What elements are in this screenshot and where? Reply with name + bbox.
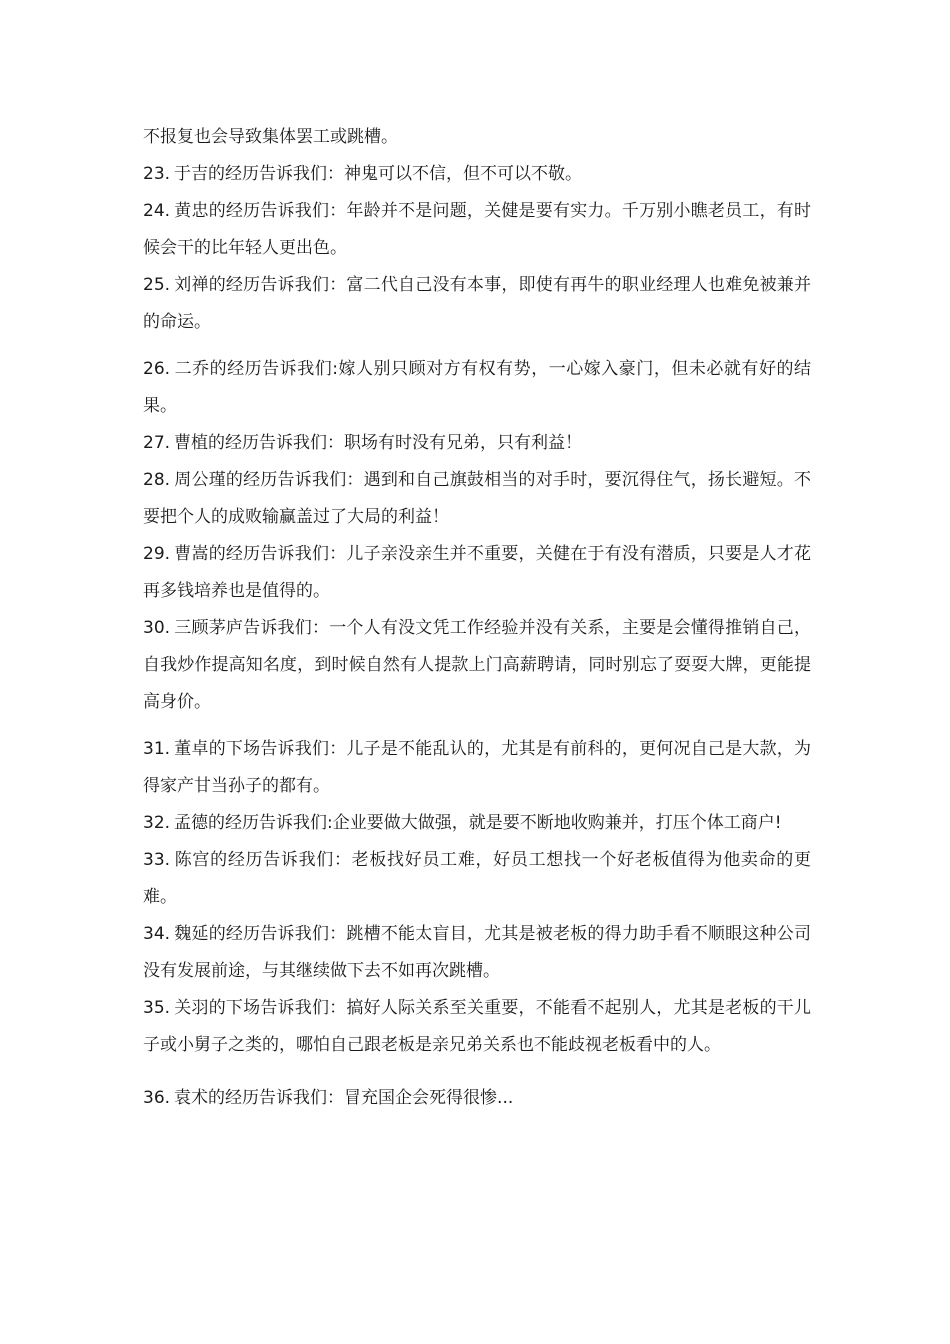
document-body <box>143 119 811 1117</box>
paragraph-number: 24. <box>143 201 171 221</box>
paragraph-number: 33. <box>143 850 171 870</box>
paragraph-text: 董卓的下场告诉我们：儿子是不能乱认的，尤其是有前科的，更何况自己是大款，为得家产甘当孙子的都有。 <box>143 739 811 796</box>
paragraph-text: 不报复也会导致集体罢工或跳槽。 <box>143 127 398 147</box>
paragraph-number: 23. <box>143 164 171 184</box>
paragraph-text: 刘禅的经历告诉我们：富二代自己没有本事，即使有再牛的职业经理人也难免被兼并的命运。 <box>143 275 811 332</box>
paragraph-23 <box>143 156 811 193</box>
paragraph-number: 25. <box>143 275 171 295</box>
paragraph-33 <box>143 842 811 916</box>
paragraph-text: 曹植的经历告诉我们：职场有时没有兄弟，只有利益！ <box>174 433 583 453</box>
paragraph-text: 陈宫的经历告诉我们：老板找好员工难，好员工想找一个好老板值得为他卖命的更难。 <box>143 850 811 907</box>
paragraph-number: 28. <box>143 470 171 490</box>
paragraph-27 <box>143 425 811 462</box>
paragraph-number: 26. <box>143 359 171 379</box>
paragraph-24 <box>143 193 811 267</box>
paragraph-26 <box>143 351 811 425</box>
paragraph-number: 32. <box>143 813 171 833</box>
paragraph-28 <box>143 462 811 536</box>
paragraph-25 <box>143 267 811 341</box>
paragraph-text: 二乔的经历告诉我们:嫁人别只顾对方有权有势，一心嫁入豪门，但未必就有好的结果。 <box>143 359 811 416</box>
paragraph-31 <box>143 731 811 805</box>
paragraph-number: 27. <box>143 433 171 453</box>
paragraph-35 <box>143 990 811 1064</box>
paragraph-text: 周公瑾的经历告诉我们：遇到和自己旗鼓相当的对手时，要沉得住气，扬长避短。不要把个人的成败输赢盖过了大局的利益！ <box>143 470 811 527</box>
paragraph-number: 35. <box>143 998 171 1018</box>
paragraph-text: 于吉的经历告诉我们：神鬼可以不信，但不可以不敬。 <box>174 164 583 184</box>
paragraph-text: 三顾茅庐告诉我们：一个人有没文凭工作经验并没有关系，主要是会懂得推销自己，自我炒作提高知名度，到时候自然有人提款上门高薪聘请，同时别忘了耍耍大牌，更能提高身价。 <box>143 618 811 712</box>
paragraph-36 <box>143 1080 811 1117</box>
paragraph-34 <box>143 916 811 990</box>
paragraph-number: 36. <box>143 1088 171 1108</box>
paragraph-number: 30. <box>143 618 171 638</box>
paragraph-number: 29. <box>143 544 171 564</box>
paragraph-text: 黄忠的经历告诉我们：年龄并不是问题，关健是要有实力。千万别小瞧老员工，有时候会干的比年轻人更出色。 <box>143 201 811 258</box>
paragraph-text: 魏延的经历告诉我们：跳槽不能太盲目，尤其是被老板的得力助手看不顺眼这种公司没有发展前途，与其继续做下去不如再次跳槽。 <box>143 924 811 981</box>
paragraph-number: 31. <box>143 739 171 759</box>
paragraph-text: 孟德的经历告诉我们:企业要做大做强，就是要不断地收购兼并，打压个体工商户! <box>174 813 782 833</box>
paragraph-30 <box>143 610 811 721</box>
paragraph-29 <box>143 536 811 610</box>
paragraph-32 <box>143 805 811 842</box>
paragraph-text: 曹嵩的经历告诉我们：儿子亲没亲生并不重要，关健在于有没有潜质，只要是人才花再多钱培养也是值得的。 <box>143 544 811 601</box>
paragraph-continuation <box>143 119 811 156</box>
paragraph-number: 34. <box>143 924 171 944</box>
paragraph-text: 袁术的经历告诉我们：冒充国企会死得很惨... <box>174 1088 514 1108</box>
paragraph-text: 关羽的下场告诉我们：搞好人际关系至关重要，不能看不起别人，尤其是老板的干儿子或小舅子之类的，哪怕自己跟老板是亲兄弟关系也不能歧视老板看中的人。 <box>143 998 811 1055</box>
